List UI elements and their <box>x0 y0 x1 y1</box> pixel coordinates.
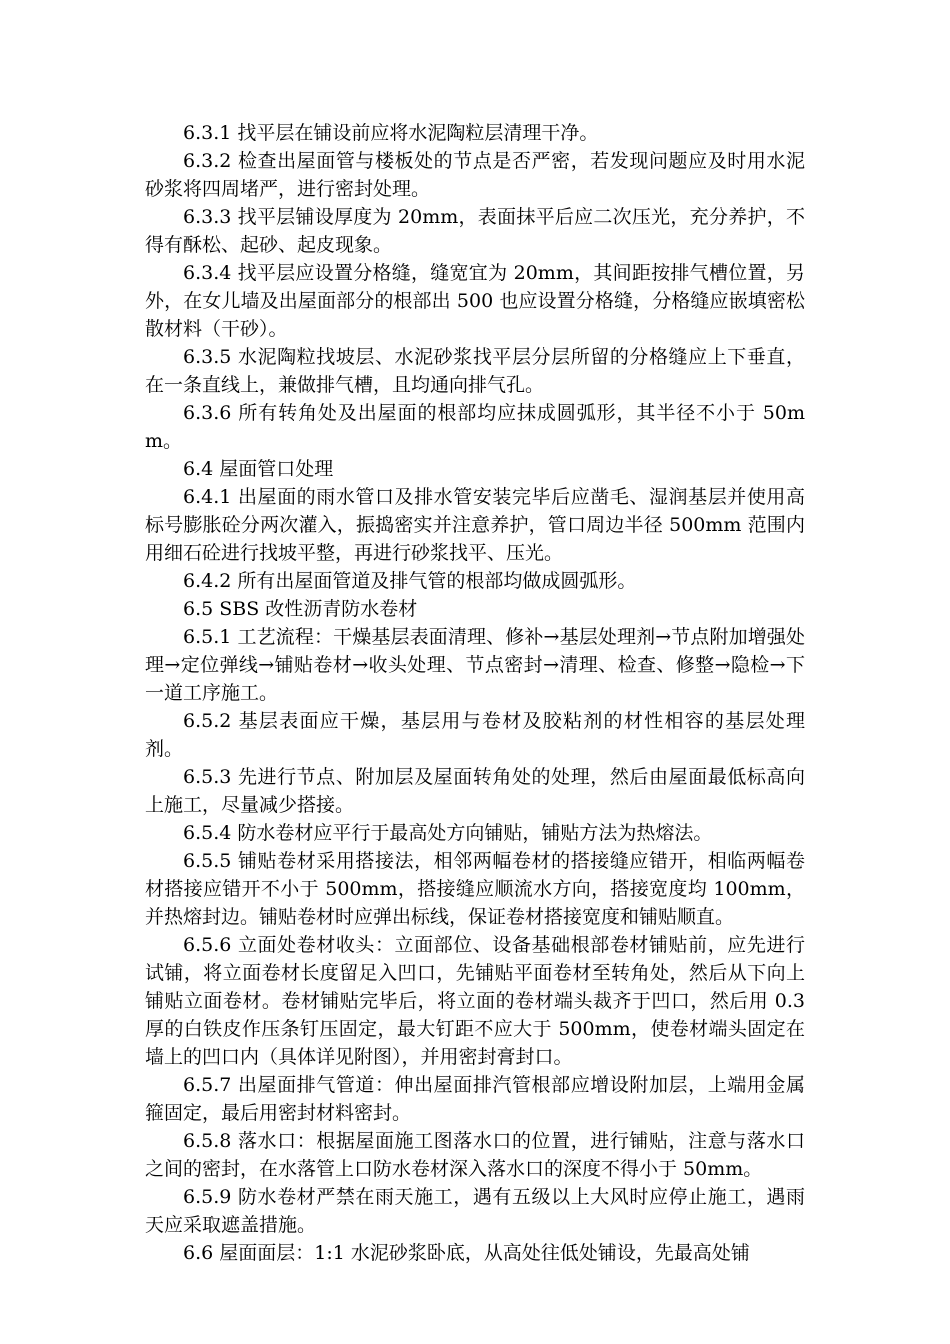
paragraph-6-5-8: 6.5.8 落水口：根据屋面施工图落水口的位置，进行铺贴，注意与落水口之间的密封，在水落管上口防水卷材深入落水口的深度不得小于 50mm。 <box>145 1130 805 1180</box>
paragraph-6-3-6: 6.3.6 所有转角处及出屋面的根部均应抹成圆弧形，其半径不小于 50mm。 <box>145 402 805 452</box>
document-page <box>145 119 805 1267</box>
paragraph-6-4-1: 6.4.1 出屋面的雨水管口及排水管安装完毕后应凿毛、湿润基层并使用高标号膨胀砼分两次灌入，振捣密实并注意养护，管口周边半径 500mm 范围内用细石砼进行找坡平整，再进行砂浆找平、压光。 <box>145 486 805 564</box>
paragraph-6-5-2: 6.5.2 基层表面应干燥，基层用与卷材及胶粘剂的材性相容的基层处理剂。 <box>145 710 805 760</box>
paragraph-6-3-3: 6.3.3 找平层铺设厚度为 20mm，表面抹平后应二次压光，充分养护，不得有酥松、起砂、起皮现象。 <box>145 206 805 256</box>
paragraph-6-5-4: 6.5.4 防水卷材应平行于最高处方向铺贴，铺贴方法为热熔法。 <box>183 822 713 844</box>
paragraph-6-5-5: 6.5.5 铺贴卷材采用搭接法，相邻两幅卷材的搭接缝应错开，相临两幅卷材搭接应错开不小于 500mm，搭接缝应顺流水方向，搭接宽度均 100mm，并热熔封边。铺贴卷材时应弹出标线，保证卷材搭接宽度和铺贴顺直。 <box>145 850 805 928</box>
paragraph-6-5-1: 6.5.1 工艺流程：干燥基层表面清理、修补→基层处理剂→节点附加增强处理→定位弹线→铺贴卷材→收头处理、节点密封→清理、检查、修整→隐检→下一道工序施工。 <box>145 626 805 704</box>
section-heading-6-4: 6.4 屋面管口处理 <box>183 458 334 480</box>
paragraph-6-3-2: 6.3.2 检查出屋面管与楼板处的节点是否严密，若发现问题应及时用水泥砂浆将四周堵严，进行密封处理。 <box>145 150 805 200</box>
paragraph-6-5-9: 6.5.9 防水卷材严禁在雨天施工，遇有五级以上大风时应停止施工，遇雨天应采取遮盖措施。 <box>145 1186 805 1236</box>
paragraph-6-5-3: 6.5.3 先进行节点、附加层及屋面转角处的处理，然后由屋面最低标高向上施工，尽量减少搭接。 <box>145 766 805 816</box>
paragraph-6-5-7: 6.5.7 出屋面排气管道：伸出屋面排汽管根部应增设附加层，上端用金属箍固定，最后用密封材料密封。 <box>145 1074 805 1124</box>
paragraph-6-3-1: 6.3.1 找平层在铺设前应将水泥陶粒层清理干净。 <box>183 122 599 144</box>
paragraph-6-4-2: 6.4.2 所有出屋面管道及排气管的根部均做成圆弧形。 <box>183 570 637 592</box>
paragraph-6-3-5: 6.3.5 水泥陶粒找坡层、水泥砂浆找平层分层所留的分格缝应上下垂直，在一条直线上，兼做排气槽，且均通向排气孔。 <box>145 346 805 396</box>
paragraph-6-6: 6.6 屋面面层：1:1 水泥砂浆卧底，从高处往低处铺设，先最高处铺 <box>183 1242 750 1264</box>
section-heading-6-5: 6.5 SBS 改性沥青防水卷材 <box>183 598 418 620</box>
paragraph-6-3-4: 6.3.4 找平层应设置分格缝，缝宽宜为 20mm，其间距按排气槽位置，另外，在女儿墙及出屋面部分的根部出 500 也应设置分格缝，分格缝应嵌填密松散材料（干砂）。 <box>145 262 805 340</box>
paragraph-6-5-6: 6.5.6 立面处卷材收头：立面部位、设备基础根部卷材铺贴前，应先进行试铺，将立面卷材长度留足入凹口，先铺贴平面卷材至转角处，然后从下向上铺贴立面卷材。卷材铺贴完毕后，将立面的卷材端头裁齐于凹口，然后用 0.3 厚的白铁皮作压条钉压固定，最大钉距不应大于 500mm，使卷材端头固定在墙上的凹口内（具体详见附图），并用密封膏封口。 <box>145 934 805 1068</box>
